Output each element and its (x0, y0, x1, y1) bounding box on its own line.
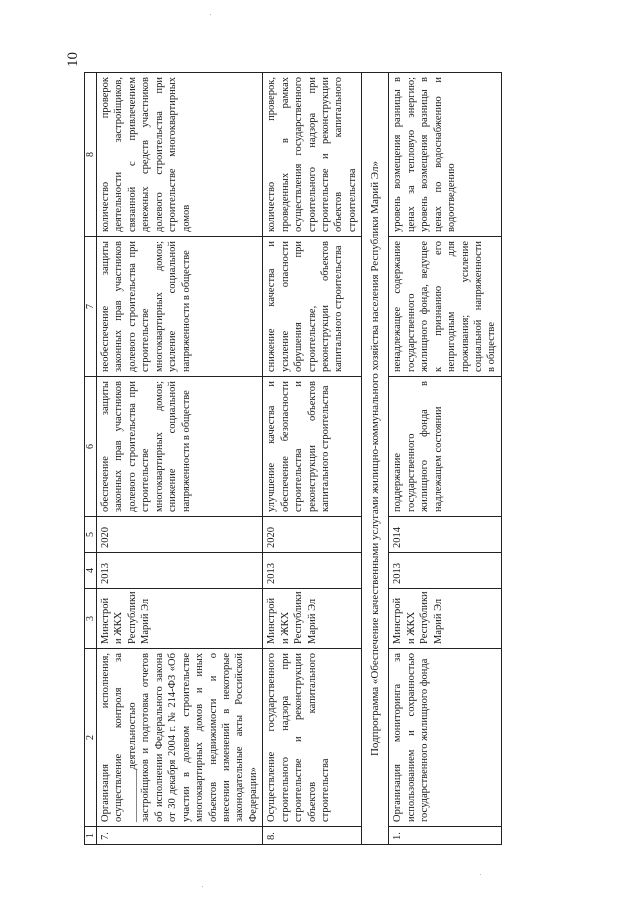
measure-cell: Организация мониторинга за использованием и сохранностью государственного жилищного фонда (389, 649, 502, 827)
column-number-cell: 3 (85, 589, 97, 649)
scan-speck (210, 14, 211, 15)
table-row (389, 73, 502, 845)
start-year-cell: 2013 (389, 553, 502, 589)
indicator-cell: количество проверок деятельности застройщиков, связанной с привлечением денежных средств участников долевого строительства при строительстве многоквартирных домов (97, 73, 263, 237)
consequences-cell: снижение качества и усиление опасности обрушения при строительстве, реконструкции объектов капитального строительства (263, 237, 362, 377)
column-number-cell: 2 (85, 649, 97, 827)
end-year-cell: 2020 (263, 517, 362, 553)
expected-result-cell: обеспечение защиты законных прав участников долевого строительства при строительстве многоквартирных домов; снижение социальной напряженности в обществе (97, 377, 263, 517)
scan-speck (202, 886, 203, 887)
table-row (97, 73, 263, 845)
consequences-cell: ненадлежащее содержание государственного жилищного фонда, ведущее к признанию его непригодным для проживания; усиление социальной напряженности в обществе (389, 237, 502, 377)
executor-cell: Минстрой и ЖКХ Республики Марий Эл (97, 589, 263, 649)
expected-result-cell: поддержание государственного жилищного фонда в надлежащем состоянии (389, 377, 502, 517)
subprogram-title-row (362, 73, 389, 845)
scan-speck (480, 874, 481, 875)
consequences-cell: необеспечение защиты законных прав участников долевого строительства при строительстве многоквартирных домов; усиление социальной напряженности в обществе (97, 237, 263, 377)
measure-cell: Осуществление государственного строительного надзора при строительстве и реконструкции объектов капитального строительства (263, 649, 362, 827)
subprogram-title: Подпрограмма «Обеспечение качественными услугами жилищно-коммунального хозяйства населения Республики Марий Эл» (362, 73, 389, 845)
row-number: 7. (97, 827, 263, 845)
table-header-row (85, 73, 97, 845)
column-number-cell: 5 (85, 517, 97, 553)
start-year-cell: 2013 (263, 553, 362, 589)
end-year-cell: 2020 (97, 517, 263, 553)
measure-cell: Организация исполнения, осуществление контроля за __________деятельностью застройщиков и подготовка отчетов об исполнении Федерального закона от 30 декабря 2004 г. № 214-ФЗ «Об участии в долевом строительстве многоквартирных домов и иных объектов недвижимости и о внесении изменений в некоторые законодательные акты Российской Федерации» (97, 649, 263, 827)
indicator-cell: уровень возмещения разницы в ценах за тепловую энергию; уровень возмещения разницы в ценах по водоснабжению и водоотведению (389, 73, 502, 237)
row-number: 8. (263, 827, 362, 845)
expected-result-cell: улучшение качества и обеспечение безопасности строительства и реконструкции объектов капитального строительства (263, 377, 362, 517)
executor-cell: Минстрой и ЖКХ Республики Марий Эл (263, 589, 362, 649)
measures-table (84, 72, 502, 845)
start-year-cell: 2013 (97, 553, 263, 589)
column-number-cell: 6 (85, 377, 97, 517)
page-number: 10 (65, 52, 81, 67)
row-number: 1. (389, 827, 502, 845)
column-number-cell: 8 (85, 73, 97, 237)
column-number-cell: 4 (85, 553, 97, 589)
column-number-cell: 7 (85, 237, 97, 377)
indicator-cell: количество проверок, проведенных в рамках осуществления государственного строительного надзора при строительстве и реконструкции объектов капитального строительства (263, 73, 362, 237)
executor-cell: Минстрой и ЖКХ Республики Марий Эл (389, 589, 502, 649)
table-row (263, 73, 362, 845)
column-number-cell: 1 (85, 827, 97, 845)
end-year-cell: 2014 (389, 517, 502, 553)
